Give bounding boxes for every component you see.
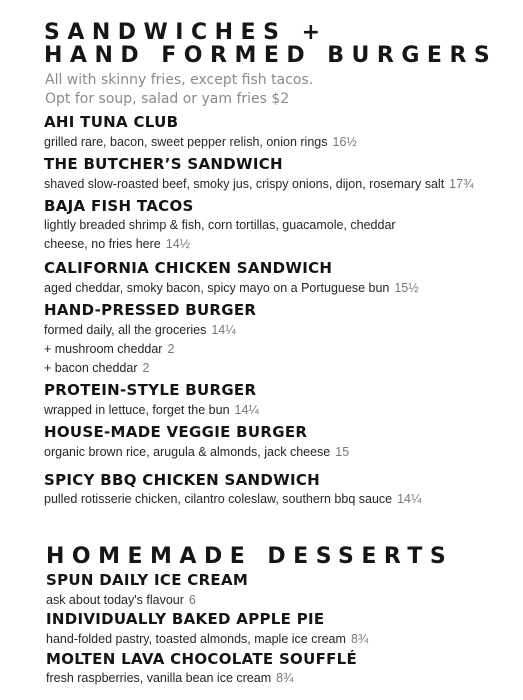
menu-item-name: SPICY BBQ CHICKEN SANDWICH [44, 471, 321, 489]
price: 8¾ [350, 632, 369, 646]
price: 16½ [332, 135, 357, 149]
sandwiches-intro-line1: All with skinny fries, except fish tacos. [45, 72, 314, 88]
price: 8¾ [276, 671, 294, 685]
menu-item-name: CALIFORNIA CHICKEN SANDWICH [44, 259, 333, 277]
description-text: hand-folded pastry, toasted almonds, maple ice cream [46, 632, 346, 646]
menu-item-name: HOUSE-MADE VEGGIE BURGER [44, 423, 308, 441]
menu-item-name: PROTEIN-STYLE BURGER [44, 381, 257, 399]
menu-item-description: lightly breaded shrimp & fish, corn tortillas, guacamole, cheddar [44, 218, 396, 232]
description-text: cheese, no fries here [44, 237, 161, 251]
addon-price: 2 [167, 342, 175, 356]
description-text: organic brown rice, arugula & almonds, jack cheese [44, 445, 331, 459]
description-text: pulled rotisserie chicken, cilantro coleslaw, southern bbq sauce [44, 492, 393, 506]
price: 14¼ [397, 492, 422, 506]
addon-label: + bacon cheddar [44, 361, 138, 375]
addon-item [44, 361, 149, 376]
menu-item-name: MOLTEN LAVA CHOCOLATE SOUFFLÉ [46, 650, 358, 668]
sandwiches-title-line1: SANDWICHES + [44, 20, 328, 45]
price: 17¾ [449, 177, 474, 191]
price: 15 [335, 445, 350, 459]
menu-item-name: HAND-PRESSED BURGER [44, 301, 257, 319]
addon-item [44, 342, 174, 357]
price: 6 [188, 593, 196, 607]
addon-price: 2 [142, 361, 150, 375]
menu-item-description [44, 445, 349, 460]
description-text: fresh raspberries, vanilla bean ice cream [46, 671, 272, 685]
description-text: formed daily, all the groceries [44, 323, 207, 337]
menu-item-description [44, 135, 357, 150]
description-text: ask about today's flavour [46, 593, 184, 607]
menu-item-description [44, 177, 474, 192]
desserts-title: HOMEMADE DESSERTS [46, 544, 454, 569]
menu-item-description [44, 323, 236, 338]
description-text: aged cheddar, smoky bacon, spicy mayo on a Portuguese bun [44, 281, 390, 295]
menu-item-description [44, 492, 421, 507]
addon-label: + mushroom cheddar [44, 342, 163, 356]
price: 14½ [165, 237, 191, 251]
menu-item-name: AHI TUNA CLUB [44, 113, 179, 131]
menu-item-description [46, 632, 368, 647]
menu-item-name: SPUN DAILY ICE CREAM [46, 571, 249, 589]
menu-item-description [46, 671, 294, 686]
description-text: grilled rare, bacon, sweet pepper relish, onion rings [44, 135, 328, 149]
menu-item-name: INDIVIDUALLY BAKED APPLE PIE [46, 610, 325, 628]
description-text: shaved slow-roasted beef, smoky jus, crispy onions, dijon, rosemary salt [44, 177, 445, 191]
menu-item-name: BAJA FISH TACOS [44, 197, 194, 215]
menu-item-name: THE BUTCHER’S SANDWICH [44, 155, 283, 173]
sandwiches-title-line2: HAND FORMED BURGERS [44, 43, 498, 68]
menu-item-description [44, 281, 419, 296]
menu-item-description [44, 403, 259, 418]
sandwiches-intro-line2: Opt for soup, salad or yam fries $2 [45, 91, 290, 107]
menu-item-description [46, 593, 196, 608]
price: 14¼ [211, 323, 236, 337]
price: 15½ [394, 281, 419, 295]
description-text: wrapped in lettuce, forget the bun [44, 403, 230, 417]
price: 14¼ [234, 403, 259, 417]
menu-item-description-cont [44, 237, 190, 252]
